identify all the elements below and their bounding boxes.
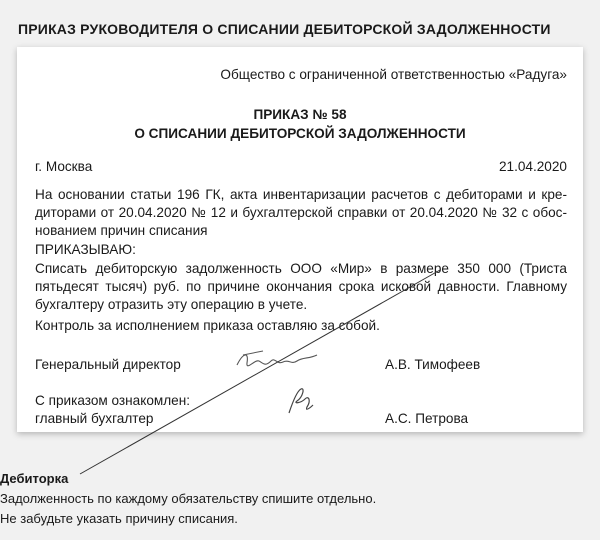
callout-line: Задолженность по каждому обязательству спишите отдельно. xyxy=(0,491,377,506)
basis-line: нованием причин списания xyxy=(35,223,208,238)
order-city: г. Москва xyxy=(35,159,93,174)
writeoff-line: бухгалтеру отразить эту операцию в учете. xyxy=(35,297,308,312)
acquainted-position: главный бухгалтер xyxy=(35,411,154,426)
basis-line: На основании статьи 196 ГК, акта инвентаризации расчетов с дебиторами и кре- xyxy=(35,187,567,202)
director-name: А.В. Тимофеев xyxy=(385,357,481,372)
page-heading: ПРИКАЗ РУКОВОДИТЕЛЯ О СПИСАНИИ ДЕБИТОРСКОЙ ЗАДОЛЖЕННОСТИ xyxy=(18,21,551,37)
order-number: ПРИКАЗ № 58 xyxy=(253,107,347,122)
writeoff-line: Списать дебиторскую задолженность ООО «Мир» в размере 350 000 (Триста xyxy=(35,261,567,276)
order-date: 21.04.2020 xyxy=(498,159,567,174)
accountant-name: А.С. Петрова xyxy=(385,411,469,426)
order-word: ПРИКАЗЫВАЮ: xyxy=(35,242,136,257)
director-title: Генеральный директор xyxy=(35,357,181,372)
control-line: Контроль за исполнением приказа оставляю за собой. xyxy=(35,318,380,333)
company-name: Общество с ограниченной ответственностью «Радуга» xyxy=(220,67,567,82)
acquainted-line: С приказом ознакомлен: xyxy=(35,393,191,408)
writeoff-line: пятьдесят тысяч) руб. по причине окончания срока исковой давности. Главному xyxy=(35,279,567,294)
order-subject: О СПИСАНИИ ДЕБИТОРСКОЙ ЗАДОЛЖЕННОСТИ xyxy=(134,126,466,141)
basis-line: диторами от 20.04.2020 № 12 и бухгалтерской справки от 20.04.2020 № 32 с обос- xyxy=(35,205,567,220)
callout-title-text: Дебиторка xyxy=(0,471,69,486)
callout-line: Не забудьте указать причину списания. xyxy=(0,511,238,526)
